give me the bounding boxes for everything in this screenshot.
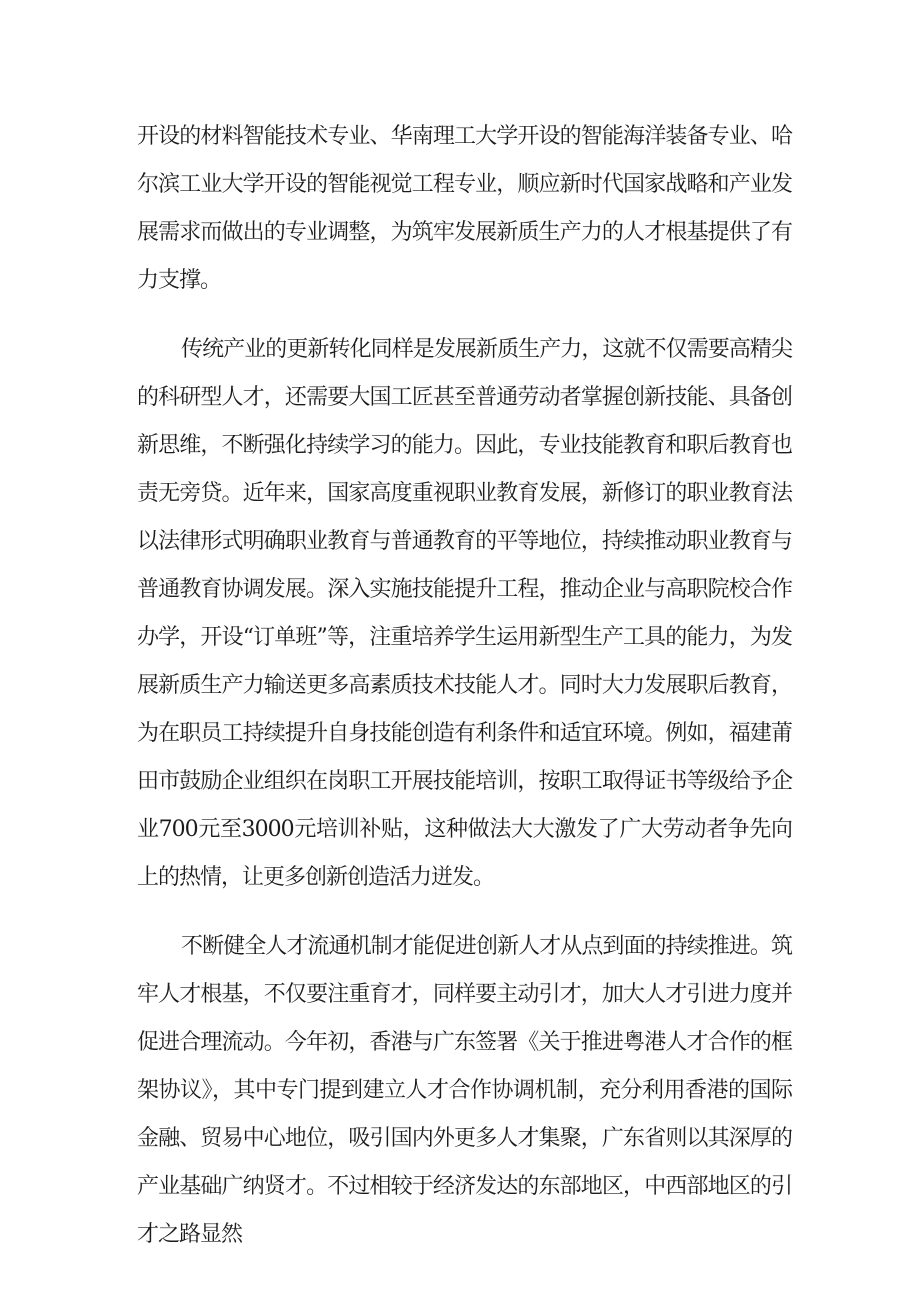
document-text-block [137,113,792,1280]
paragraph: 传统产业的更新转化同样是发展新质生产力，这就不仅需要高精尖的科研型人才，还需要大国工匠甚至普通劳动者掌握创新技能、具备创新思维，不断强化持续学习的能力。因此，专业技能教育和职后教育也责无旁贷。近年来，国家高度重视职业教育发展，新修订的职业教育法以法律形式明确职业教育与普通教育的平等地位，持续推动职业教育与普通教育协调发展。深入实施技能提升工程，推动企业与高职院校合作办学，开设“订单班”等，注重培养学生运用新型生产工具的能力，为发展新质生产力输送更多高素质技术技能人才。同时大力发展职后教育，为在职员工持续提升自身技能创造有利条件和适宜环境。例如，福建莆田市鼓励企业组织在岗职工开展技能培训，按职工取得证书等级给予企业700元至3000元培训补贴，这种做法大大激发了广大劳动者争先向上的热情，让更多创新创造活力迸发。 [137,337,792,890]
paragraph: 不断健全人才流通机制才能促进创新人才从点到面的持续推进。筑牢人才根基，不仅要注重育才，同样要主动引才，加大人才引进力度并促进合理流动。今年初，香港与广东签署《关于推进粤港人才合作的框架协议》，其中专门提到建立人才合作协调机制，充分利用香港的国际金融、贸易中心地位，吸引国内外更多人才集聚，广东省则以其深厚的产业基础广纳贤才。不过相较于经济发达的东部地区，中西部地区的引才之路显然 [137,934,792,1247]
paragraph: 开设的材料智能技术专业、华南理工大学开设的智能海洋装备专业、哈尔滨工业大学开设的智能视觉工程专业，顺应新时代国家战略和产业发展需求而做出的专业调整，为筑牢发展新质生产力的人才根基提供了有力支撑。 [137,124,792,293]
